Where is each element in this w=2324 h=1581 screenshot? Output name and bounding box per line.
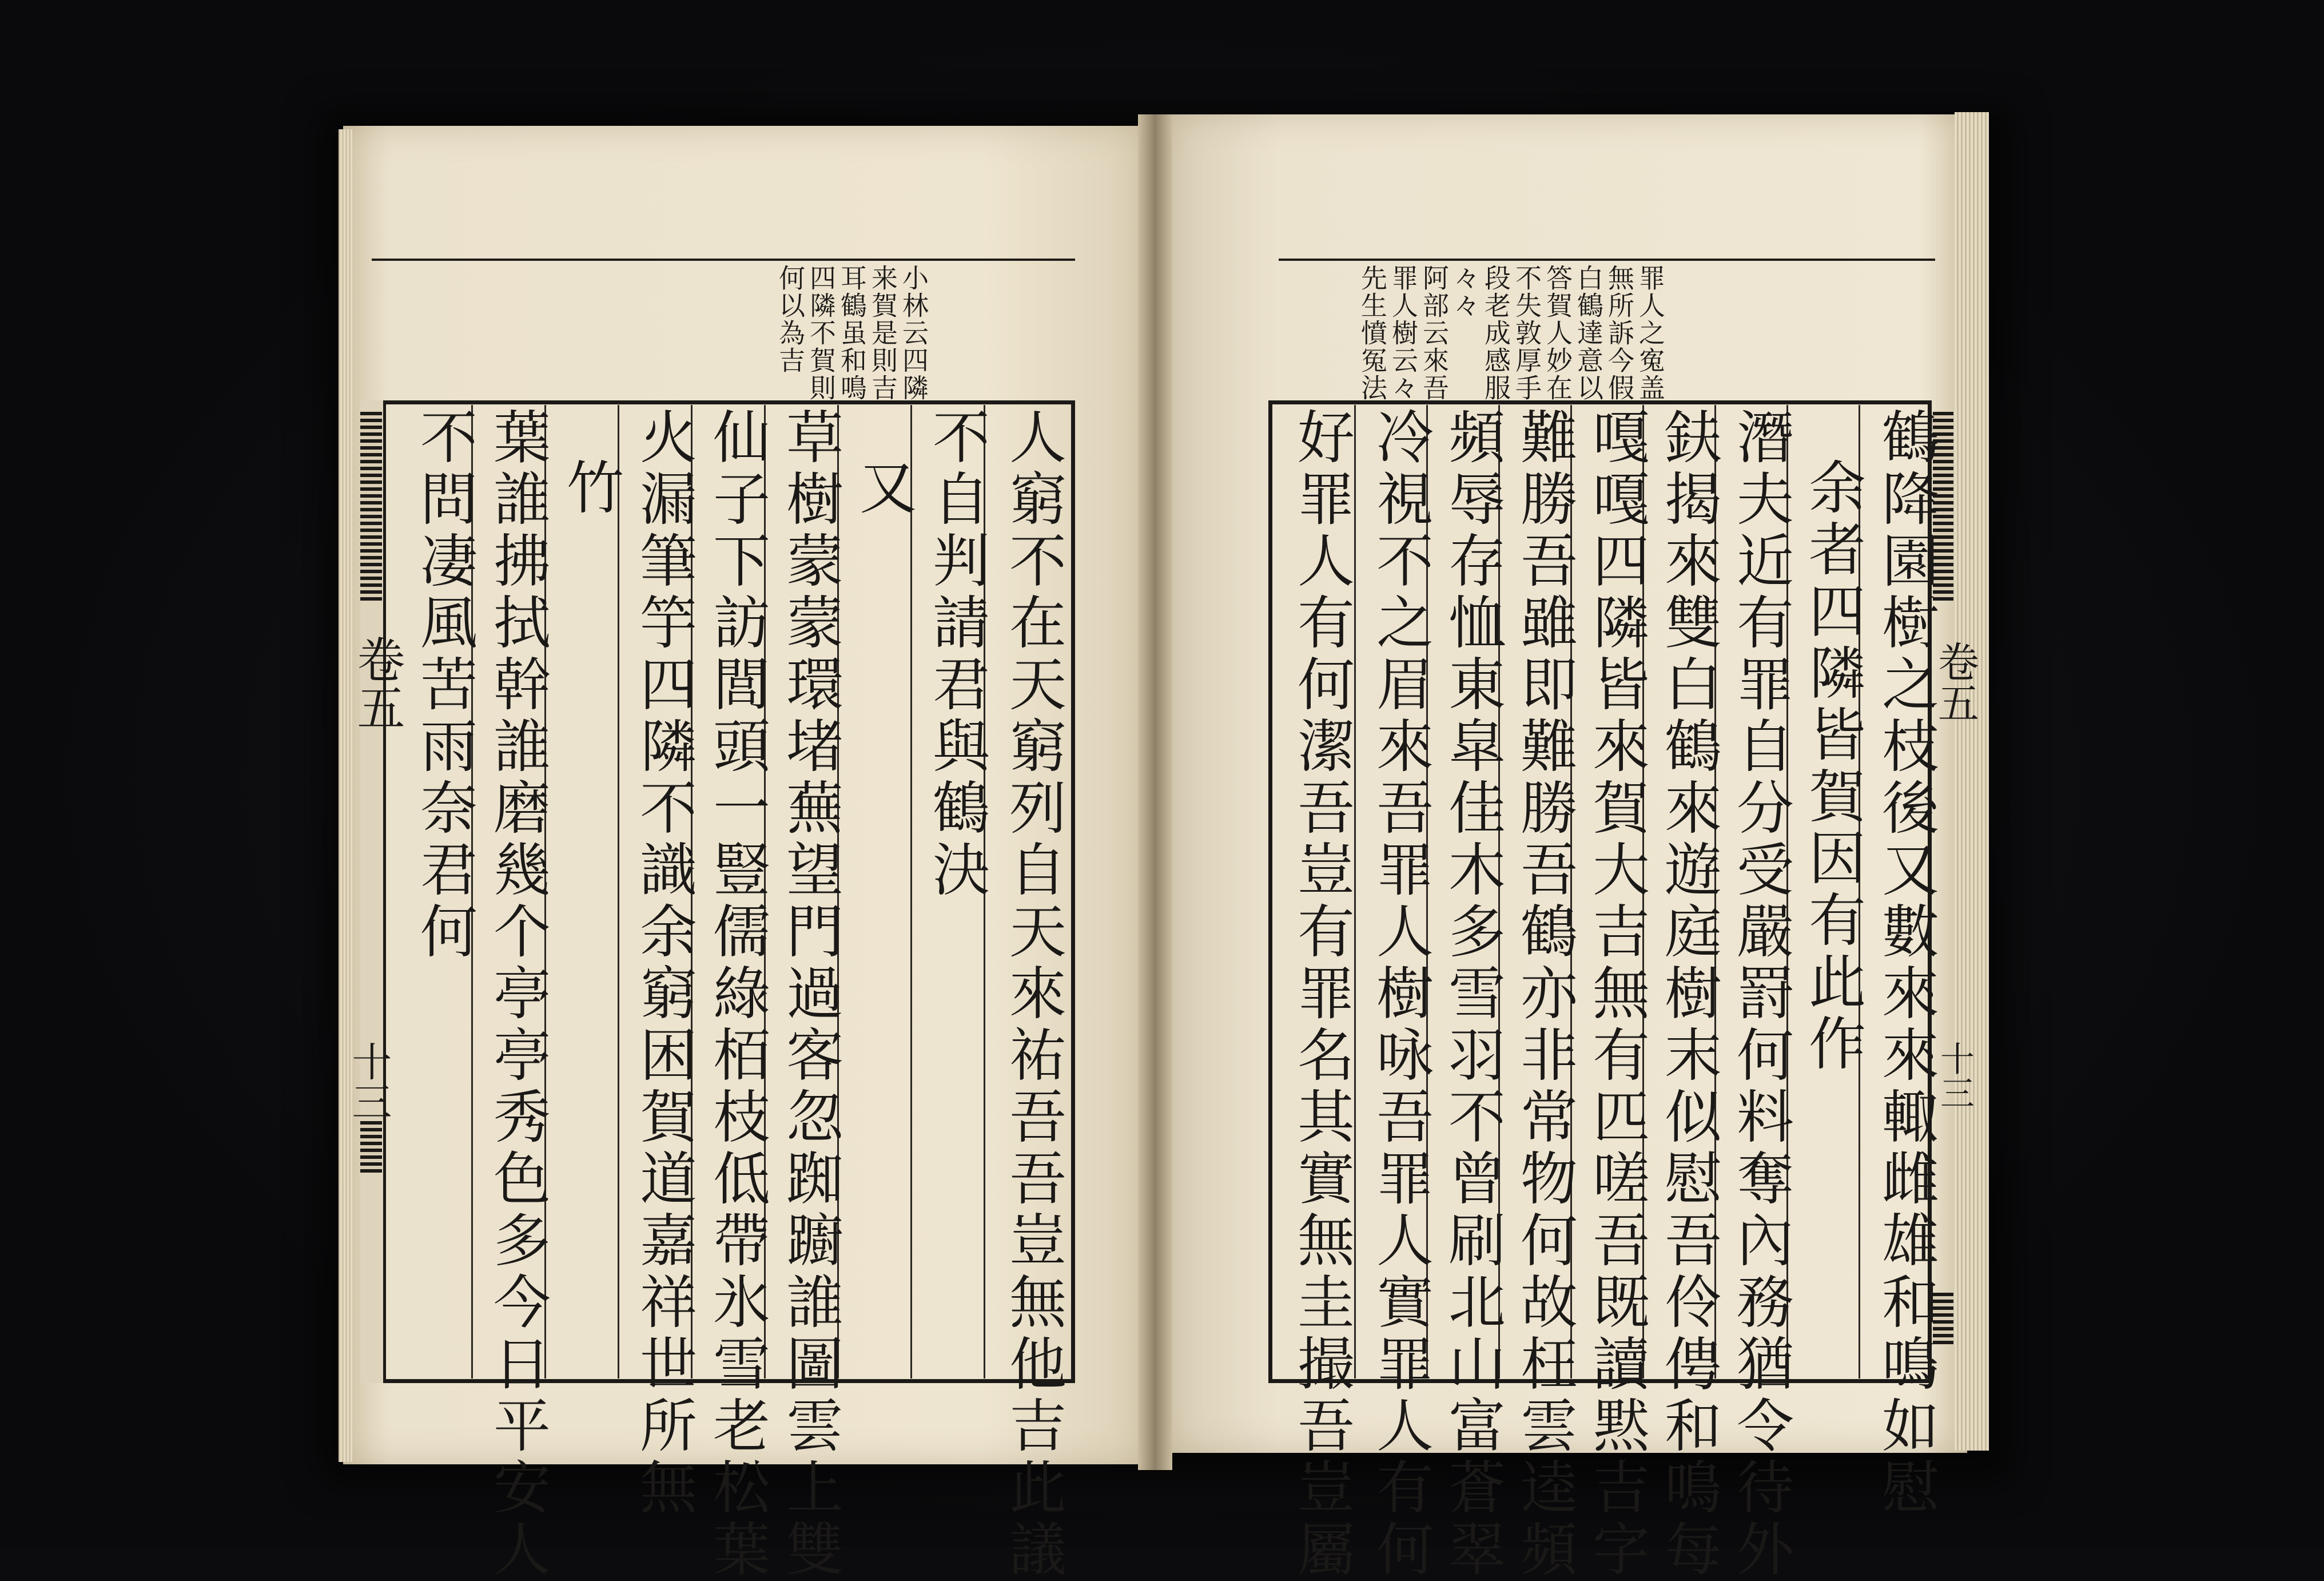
text-column: 不自判請君與鶴決 xyxy=(923,407,990,901)
left-margin-page-number: 十三 xyxy=(345,1041,392,1121)
text-column: 葉誰拂拭幹誰磨幾个亭亭秀色多今日平安人 xyxy=(484,407,551,1581)
text-column: 好罪人有何潔吾豈有罪名其實無圭撮吾豈屬 xyxy=(1288,407,1355,1581)
text-column: 難勝吾雖即難勝吾鶴亦非常物何故枉雲逵頻 xyxy=(1511,407,1578,1581)
text-column: 鶴降園樹之枝後又數來來輙雌雄和鳴如慰 xyxy=(1872,407,1939,1519)
text-column: 冷視不之眉來吾罪人樹咏吾罪人實罪人有何 xyxy=(1367,407,1434,1581)
right-headnote-line: 段老成感服 xyxy=(1481,264,1511,402)
text-column: 余者四隣皆賀因有此作 xyxy=(1799,458,1866,1075)
right-page-edges xyxy=(1955,112,1989,1451)
right-headnote-line: 罪人之寃盖 xyxy=(1635,264,1666,402)
right-headnote-line: 白鶴達意以 xyxy=(1573,264,1604,402)
left-column-rule xyxy=(618,405,619,1379)
left-page-edges xyxy=(339,129,352,1462)
right-headnote-line: 先生憤冤法 xyxy=(1357,264,1388,402)
text-column: 鈇揭來雙白鶴來遊庭樹末似慰吾伶俜和鳴每 xyxy=(1655,407,1722,1581)
left-headnote-line: 来賀是則吉 xyxy=(867,264,898,402)
left-fishtail-top xyxy=(360,412,382,601)
text-column: 火漏筆竽四隣不識余窮困賀道嘉祥世所無 xyxy=(630,407,697,1519)
right-headnote-line: 阿部云來吾 xyxy=(1419,264,1450,402)
right-headnote-line: 無所訴今假 xyxy=(1604,264,1635,402)
right-headnote-line: 答賀人妙在 xyxy=(1542,264,1573,402)
left-column-rule xyxy=(910,405,912,1379)
right-header-rule xyxy=(1279,259,1935,261)
text-column: 人窮不在天窮列自天來祐吾吾豈無他吉此議 xyxy=(1000,407,1067,1581)
book-gutter xyxy=(1138,114,1172,1470)
left-header-rule xyxy=(372,259,1075,261)
text-column: 竹 xyxy=(557,458,624,519)
left-headnote-line: 何以為吉 xyxy=(775,264,806,374)
right-margin-page-number: 十三 xyxy=(1935,1041,1975,1110)
text-column: 嘎嘎四隣皆來賀大吉無有匹嗟吾既讀黙吉字 xyxy=(1583,407,1650,1581)
text-column: 又 xyxy=(850,458,917,519)
right-headnote-line: 々々 xyxy=(1450,264,1481,319)
left-margin-title: 卷五 xyxy=(349,635,405,731)
text-column: 頻辱存恤東皐佳木多雪羽不曾刷北山富蒼翠 xyxy=(1439,407,1506,1581)
right-headnote-line: 不失敦厚手 xyxy=(1511,264,1542,402)
left-headnote-line: 四隣不賀則 xyxy=(806,264,837,402)
text-column: 仙子下訪閭頭一豎儒綠栢枝低帶氷雪老松葉 xyxy=(703,407,770,1581)
text-column: 草樹蒙蒙環堵蕪望門過客忽踟躕誰圖雲上雙 xyxy=(777,407,843,1581)
text-column: 不問凄風苦雨奈君何 xyxy=(411,407,477,963)
left-fishtail-bottom xyxy=(360,1121,382,1173)
right-margin-title: 卷五 xyxy=(1931,641,1979,723)
left-headnote-line: 小林云四隣 xyxy=(898,264,929,402)
right-headnote-line: 罪人樹云々 xyxy=(1388,264,1419,402)
left-headnote-line: 耳鶴虽和鳴 xyxy=(837,264,867,402)
text-column: 潛夫近有罪自分受嚴罸何料奪內務猶令待外 xyxy=(1727,407,1794,1581)
